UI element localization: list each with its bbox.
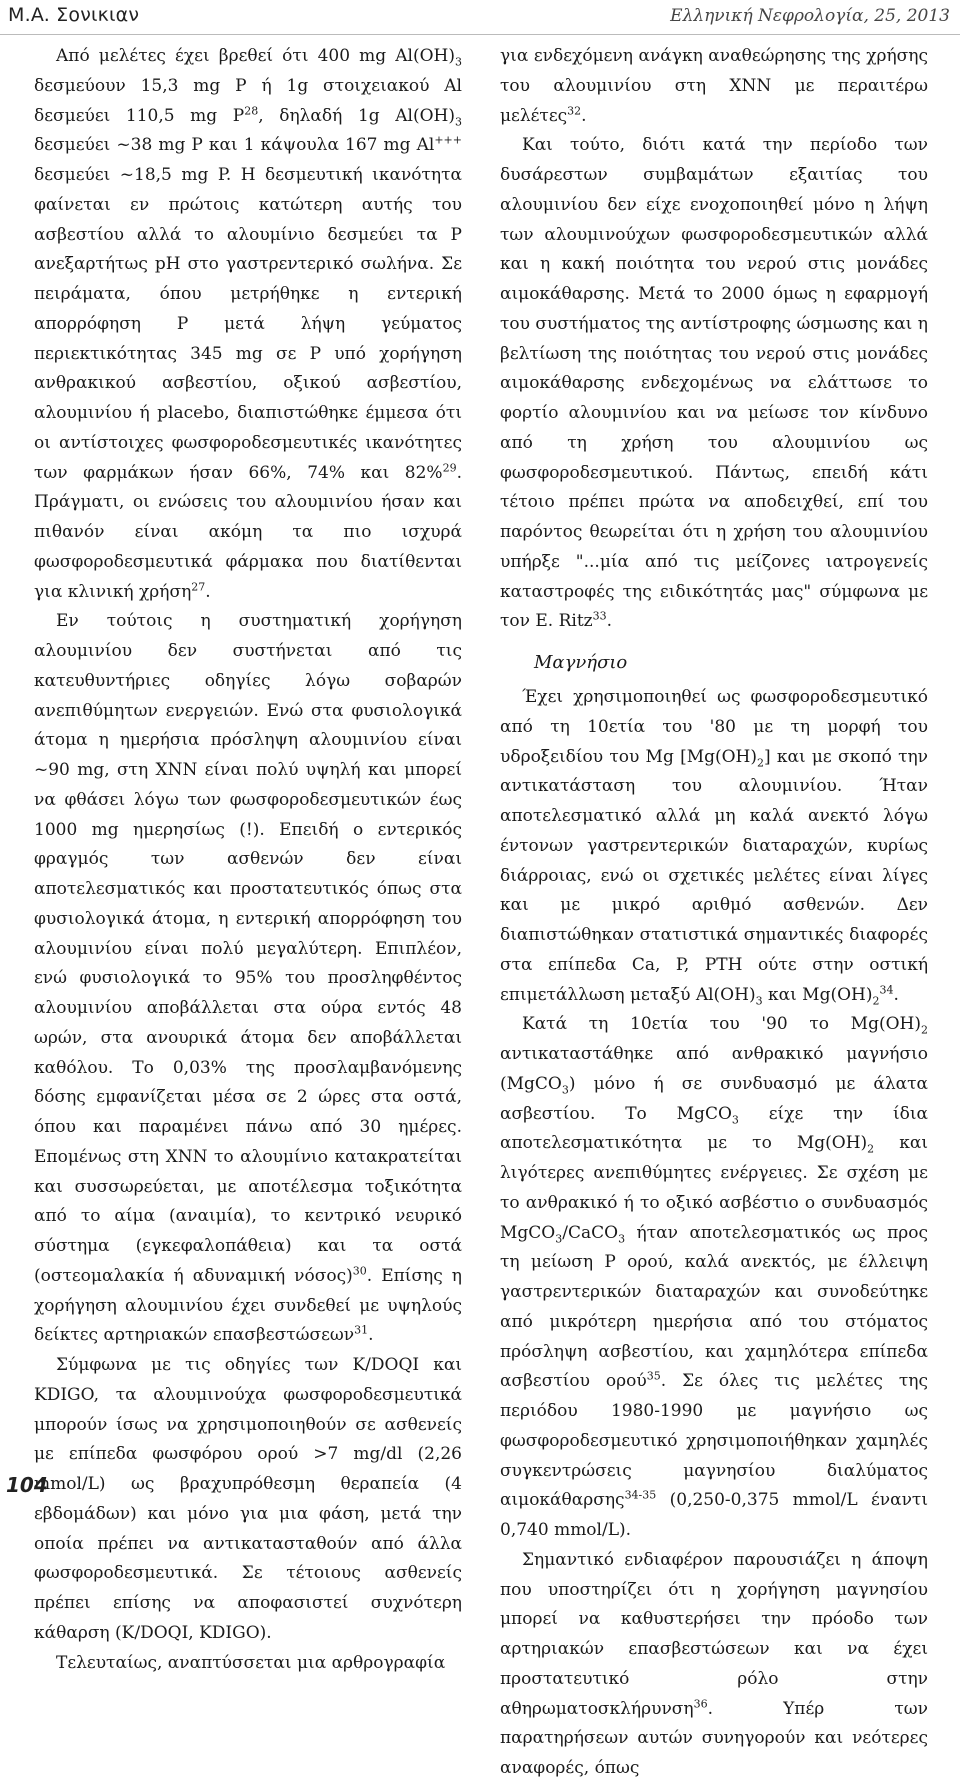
citation-superscript: 27 xyxy=(191,579,206,593)
citation-superscript: 35 xyxy=(646,1369,661,1383)
text-run: αντικαταστάθηκε από ανθρακικό μαγνήσιο (MgCO xyxy=(500,1044,928,1094)
citation-superscript: 34-35 xyxy=(624,1488,657,1502)
running-header xyxy=(0,0,960,35)
text-run: για ενδεχόμενη ανάγκη αναθεώρησης της χρήσης του αλουμινίου στη ΧΝΝ με περαιτέρω μελέτες xyxy=(500,46,928,126)
text-run: . xyxy=(205,581,211,602)
text-run: . xyxy=(368,1325,374,1346)
section-heading: Μαγνήσιο xyxy=(534,652,628,673)
citation-superscript: 31 xyxy=(354,1323,369,1337)
text-run: δεσμεύουν 15,3 mg P ή 1g στοιχειακού Al δεσμεύει 110,5 mg P xyxy=(34,75,462,126)
text-run: Τελευταίως, αναπτύσσεται μια αρθρογραφία xyxy=(56,1652,446,1673)
paragraph xyxy=(500,131,928,637)
paragraph xyxy=(34,42,462,607)
paragraph xyxy=(34,1649,462,1679)
citation-superscript: +++ xyxy=(434,133,462,147)
subscript: 3 xyxy=(455,114,462,128)
text-run: Κατά τη 10ετία του '90 το Mg(OH) xyxy=(522,1014,921,1035)
text-run: Και τούτο, διότι κατά την περίοδο των δυσάρεστων συμβαμάτων εξαιτίας του αλουμινίου δεν είχε ενοχοποιηθεί μόνο η λήψη των αλουμινούχων φωσφοροδεσμευτικών αλλά και η κακή ποιότητα του νερού στις μονάδες αιμοκάθαρσης. Μετά το 2000 όμως η εφαρμογή του συστήματος της αντίστροφης ώσμωσης και η βελτίωση της ποιότητας του νερού στις μονάδες αιμοκάθαρσης ενδεχομένως να ελάττωσε το φορτίο αλουμινίου και να μείωσε τον κίνδυνο από τη χρήση του αλουμινίου ως φωσφοροδεσμευτικού. Πάντως, επειδή κάτι τέτοιο πρέπει πρώτα να αποδειχθεί, επί του παρόντος θεωρείται ότι η χρήση του αλουμινίου υπήρξε "...μία από τις μείζονες ιατρογενείς καταστροφές της ειδικότητάς μας" σύμφωνα με τον E. Ritz xyxy=(500,135,928,632)
text-run: και λιγότερες ανεπιθύμητες ενέργειες. Σε σχέση με το ανθρακικό ή το οξικό ασβέστιο ο συνδυασμός MgCO xyxy=(500,1133,928,1243)
text-run: /CaCO xyxy=(562,1222,619,1243)
text-run: ] και με σκοπό την αντικατάσταση του αλουμινίου. Ήταν αποτελεσματικό αλλά μη καλά ανεκτό λόγω έντονων γαστρεντερικών διαταραχών, κυρίως διάρροιας, ενώ οι σχετικές μελέτες είναι λίγες και με μικρό αριθμό ασθενών. Δεν διαπιστώθηκαν στατιστικά σημαντικές διαφορές στα επίπεδα Ca, P, PTH ούτε στην οστική επιμετάλλωση μεταξύ Al(OH) xyxy=(500,746,928,1005)
citation-superscript: 33 xyxy=(592,609,607,623)
subscript: 2 xyxy=(757,755,765,769)
text-run: ) μόνο ή σε συνδυασμό με άλατα ασβεστίου. Το MgCO xyxy=(500,1073,928,1124)
text-run: Εν τούτοις η συστηματική χορήγηση αλουμινίου δεν συστήνεται από τις κατευθυντήριες οδηγίες λόγω σοβαρών ανεπιθύμητων ενεργειών. Ενώ στα φυσιολογικά άτομα η ημερήσια πρόσληψη αλουμινίου είναι ~90 mg, στη ΧΝΝ είναι πολύ υψηλή και μπορεί να φθάσει λόγω των φωσφοροδεσμευτικών έως 1000 mg ημερησίως (!). Επειδή ο εντερικός φραγμός των ασθενών δεν είναι αποτελεσματικός και προστατευτικός όπως στα φυσιολογικά άτομα, η εντερική απορρόφηση του αλουμινίου είναι πολύ μεγαλύτερη. Επιπλέον, ενώ φυσιολογικά το 95% του προσληφθέντος αλουμινίου αποβάλλεται στα ούρα εντός 48 ωρών, στα ανουρικά άτομα δεν αποβάλλεται καθόλου. Το 0,03% της προσλαμβανόμενης δόσης εμφανίζεται μέσα σε 2 ώρες στα οστά, όπου και παραμένει πάνω από 30 ημέρες. Επομένως στη ΧΝΝ το αλουμίνιο κατακρατείται και συσσωρεύεται, με αποτέλεσμα τοξικότητα από το αίμα (αναιμία), το κεντρικό νευρικό σύστημα (εγκεφαλοπάθεια) και τα οστά (οστεομαλακία ή αδυναμική νόσος) xyxy=(34,611,462,1286)
text-run: Σύμφωνα με τις οδηγίες των K/DOQI και KDIGO, τα αλουμινούχα φωσφοροδεσμευτικά μπορούν ίσως να χρησιμοποιηθούν σε ασθενείς με επίπεδα φωσφόρου ορού >7 mg/dl (2,26 mmol/L) ως βραχυπρόθεσμη θεραπεία (4 εβδομάδων) και μόνο για μια φάση, μετά την οποία πρέπει να αντικατασταθούν από άλλα φωσφοροδεσμευτικά. Σε τέτοιους ασθενείς πρέπει επίσης να αποφασιστεί συχνότερη κάθαρση (K/DOQI, KDIGO). xyxy=(34,1355,462,1643)
citation-superscript: 29 xyxy=(442,460,457,474)
text-run: (0,250-0,375 mmol/L έναντι 0,740 mmol/L). xyxy=(500,1490,928,1540)
citation-superscript: 36 xyxy=(693,1696,708,1710)
text-run: δεσμεύει ~18,5 mg P. Η δεσμευτική ικανότητα φαίνεται εν πρώτοις κατώτερη αυτής του ασβεστίου αλλά το αλουμίνιο δεσμεύει τα P ανεξαρτήτως pH στο γαστρεντερικό σωλήνα. Σε πειράματα, όπου μετρήθηκε η εντερική απορρόφηση P μετά λήψη γεύματος περιεκτικότητας 345 mg σε P υπό χορήγηση ανθρακικού ασβεστίου, οξικού ασβεστίου, αλουμινίου ή placebo, διαπιστώθηκε έμμεσα ότι οι αντίστοιχες φωσφοροδεσμευτικές ικανότητες των φαρμάκων ήσαν 66%, 74% και 82% xyxy=(34,165,462,483)
text-run: . Σε όλες τις μελέτες της περιόδου 1980-1990 με μαγνήσιο ως φωσφοροδεσμευτικό χρησιμοποιήθηκαν χαμηλές συγκεντρώσεις μαγνησίου διαλύματος αιμοκάθαρσης xyxy=(500,1371,928,1511)
header-author: M.A. Σονικιαν xyxy=(8,4,140,26)
text-run: και Mg(OH) xyxy=(762,984,873,1005)
citation-superscript: 34 xyxy=(879,982,894,996)
paragraph xyxy=(500,683,928,1010)
text-run: είχε την ίδια αποτελεσματικότητα με το Mg(OH) xyxy=(500,1103,929,1154)
text-run: δεσμεύει ~38 mg P και 1 κάψουλα 167 mg Al xyxy=(34,135,435,156)
text-run: . xyxy=(581,105,587,126)
text-run: . xyxy=(606,611,613,632)
subscript: 3 xyxy=(561,1083,569,1097)
subscript: 3 xyxy=(555,1231,563,1245)
subscript: 3 xyxy=(731,1112,739,1126)
paragraph xyxy=(500,1546,928,1784)
text-run: . Υπέρ των παρατηρήσεων αυτών συνηγορούν και νεότερες αναφορές, όπως xyxy=(500,1698,928,1778)
subscript: 3 xyxy=(618,1231,626,1245)
text-run: . xyxy=(893,984,899,1005)
paragraph xyxy=(34,1351,462,1649)
text-run: Σημαντικό ενδιαφέρον παρουσιάζει η άποψη που υποστηρίζει ότι η χορήγηση μαγνησίου μπορεί να καθυστερήσει την πρόοδο των αρτηριακών επασβεστώσεων και να έχει προστατευτικό ρόλο στην αθηρωματοσκλήρυνση xyxy=(500,1549,928,1719)
subscript: 2 xyxy=(921,1023,928,1037)
text-run: . Επίσης η χορήγηση αλουμινίου έχει συνδεθεί με υψηλούς δείκτες αρτηριακών επασβεστώσεων xyxy=(34,1265,462,1346)
paragraph xyxy=(500,1010,928,1546)
citation-superscript: 32 xyxy=(567,103,582,117)
paragraph xyxy=(34,607,462,1351)
left-column xyxy=(34,42,462,1678)
page-number: 104 xyxy=(6,1473,48,1497)
text-run: Από μελέτες έχει βρεθεί ότι 400 mg Al(OH) xyxy=(56,46,455,66)
header-journal: Ελληνική Νεφρολογία, 25, 2013 xyxy=(670,6,950,26)
citation-superscript: 30 xyxy=(352,1264,367,1278)
text-run: . Πράγματι, οι ενώσεις του αλουμινίου ήσαν και πιθανόν είναι ακόμη τα πιο ισχυρά φωσφοροδεσμευτικά φάρμακα που διατίθενται για κλινική χρήση xyxy=(34,462,462,602)
subscript: 2 xyxy=(867,1142,875,1156)
subscript: 2 xyxy=(872,993,880,1007)
subscript: 3 xyxy=(755,993,763,1007)
text-run: ήταν αποτελεσματικός ως προς τη μείωση P ορού, καλά ανεκτός, με έλλειψη γαστρεντερικών διαταραχών και συνοδεύτηκε από μικρότερη ημερήσια από του στόματος πρόσληψη ασβεστίου, και χαμηλότερα επίπεδα ασβεστίου ορού xyxy=(500,1222,928,1392)
text-run: Έχει χρησιμοποιηθεί ως φωσφοροδεσμευτικό από τη 10ετία του '80 με τη μορφή του υδροξειδίου του Mg [Mg(OH) xyxy=(500,687,928,767)
right-column xyxy=(500,42,928,1784)
subscript: 3 xyxy=(455,55,462,69)
text-run: , δηλαδή 1g Al(OH) xyxy=(258,105,455,126)
citation-superscript: 28 xyxy=(244,103,259,117)
paragraph xyxy=(500,42,928,131)
